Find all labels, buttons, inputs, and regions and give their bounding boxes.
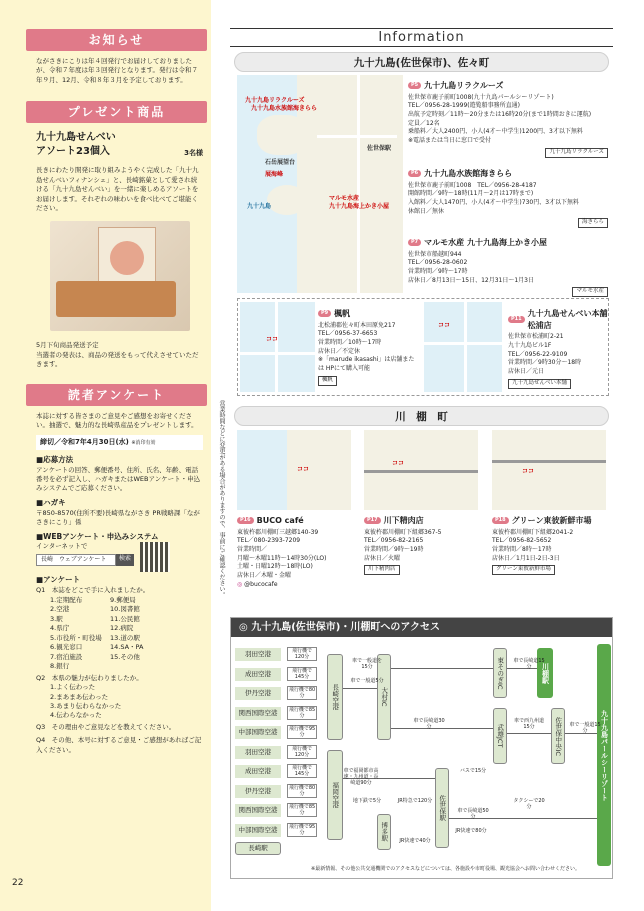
airport-box: 伊丹空港 [235, 687, 281, 700]
shop-p9 [318, 308, 418, 386]
p5-badge: P5 [408, 82, 421, 89]
present-heading: プレゼント商品 [26, 101, 207, 123]
postcard-address: 〒850-8570(住所不要)長崎県ながさき PR戦略課「ながさきにこり」係 [36, 508, 200, 527]
p5-search-button[interactable]: 九十九島リラクルーズ [545, 148, 608, 158]
nagasaki-airport-box: 長崎空港 [327, 654, 343, 740]
route-note: 車で長崎道15分 [513, 658, 545, 670]
qr-code[interactable] [140, 542, 170, 572]
present-product-name-2: アソート23個入 [36, 145, 110, 157]
airport-box: 中部国際空港 [235, 726, 281, 739]
p17-name: 川下精肉店 [383, 516, 424, 525]
p18-name: グリーン東彼新鮮市場 [511, 516, 592, 525]
page-number: 22 [12, 878, 24, 888]
q1-option: 10.図書館 [110, 605, 140, 614]
pin-buco-koko: ココ [297, 466, 310, 473]
route-note: 車で一般道15分 [569, 722, 601, 734]
kawatana-band: 川 棚 町 [234, 406, 609, 426]
pin-sasa-koko: ココ [266, 336, 279, 343]
q2-option: 2.まあまあ伝わった [50, 692, 109, 701]
p16-body: 東彼杵郡川棚町三越郷140-39 TEL／080-2393-7209 営業時間／ 月曜〜木曜11時〜14時30分(LO) 土曜・日曜12時〜18時(LO) 店休日／木曜・金曜 [237, 528, 327, 580]
q1-option: 14.SA・PA [110, 643, 144, 652]
questions-heading: ■アンケート [36, 575, 81, 585]
sasebo-band: 九十九島(佐世保市)、佐々町 [234, 52, 609, 72]
q1-option: 1.定期配布 [50, 595, 83, 604]
present-product-name: 九十九島せんべい [36, 132, 116, 144]
q1-option: 6.観光窓口 [50, 643, 83, 652]
flight-time: 飛行機で85分 [288, 804, 316, 816]
shop-p5 [408, 80, 608, 158]
access-footnote: ※最新情報、その他公共交通機関でのアクセスなどについては、各施設や市町役場、観光協会へお問い合わせください。 [311, 866, 580, 872]
airport-box: 羽田空港 [235, 648, 281, 661]
kawashita-map [364, 430, 478, 510]
postcard-heading: ■ハガキ [36, 497, 66, 507]
notice-heading: お知らせ [26, 29, 207, 51]
p7-name: マルモ水産 九十九島海上かき小屋 [424, 238, 547, 247]
airport-box: 羽田空港 [235, 746, 281, 759]
pin-sasebo-station: 佐世保駅 [367, 145, 392, 152]
question-1: Q1 本誌をどこで手に入れましたか。 [36, 586, 150, 595]
p9-body: 北松浦郡佐々町本田原免217 TEL／0956-37-6653 営業時間／10時〜17時 店休日／不定休 ※「marude ikasashi」は店舗または HPにて購入可能 [318, 321, 415, 373]
access-diagram [230, 617, 613, 879]
p17-badge: P17 [364, 517, 381, 524]
q1-option: 11.公民館 [110, 614, 140, 623]
q2-option: 4.伝わらなかった [50, 711, 102, 720]
fukuoka-airport-box: 福岡空港 [327, 750, 343, 840]
route-note: JR快速で40分 [399, 838, 431, 844]
kawatana-station-1: 川棚駅 [537, 648, 553, 698]
p16-badge: P16 [237, 517, 254, 524]
flight-time: 飛行機で80分 [288, 687, 316, 699]
route-note: 車で福岡都市高速・九州道・長崎道90分 [343, 768, 379, 786]
question-4: Q4 その他、本号に対するご意見・ご感想があればご記入ください。 [36, 736, 202, 754]
survey-intro: 本誌に対する皆さまのご意見やご感想をお寄せください。抽選で、魅力的な長崎県産品をプレゼントします。 [36, 411, 198, 430]
flight-time: 飛行機で95分 [288, 823, 316, 836]
q1-option: 3.駅 [50, 614, 63, 623]
p9-name: 楓帆 [334, 309, 351, 318]
flight-time: 飛行機で95分 [288, 726, 316, 738]
pin-relax-cruise: 九十九島リラクルーズ [245, 97, 305, 104]
green-map [492, 430, 606, 510]
airport-box: 関西国際空港 [235, 804, 281, 817]
p11-search-button[interactable]: 九十九島せんべい本舗 [508, 379, 571, 389]
q1-option: 2.空港 [50, 605, 70, 614]
p5-body: 佐世保市鹿子前町1008(九十九島パールシーリゾート) TEL／0956-28-1999(遊覧船事務所直通) 出航予定時刻／11時〜20分または16時20分(まで1時間おきに運航) 定員／12名 乗船料／大人2400円、小人(4才〜中学生)1200円、3才以下無料 ※電話または当日に窓口で受付 [408, 93, 592, 145]
flight-time: 飛行機で120分 [287, 745, 317, 759]
hakata-box: 博多駅 [377, 814, 391, 850]
route-note: 車で長崎道30分 [413, 718, 445, 730]
p16-name: BUCO café [256, 516, 304, 525]
airport-box: 成田空港 [235, 668, 281, 681]
buco-map [237, 430, 351, 510]
takeo-jct-box: 武雄JCT [493, 708, 507, 764]
p11-badge: P11 [508, 316, 525, 323]
survey-deadline: 締切／令和7年4月30日(水) [40, 438, 129, 447]
present-description: 長きにわたり開発に取り組みようやく完成した「九十九島せんべいフィナンシェ」と、長崎銘菓として愛され続ける「九十九島せんべい」を一緒に楽しめるアソートをお届けします。それぞれの味わいを食べ比べてご堪能ください。 [36, 166, 199, 212]
shop-p17 [364, 515, 484, 575]
p17-body: 東彼杵郡川棚町下組郷367-5 TEL／0956-82-2165 営業時間／9時〜19時 店休日／火曜 [364, 528, 442, 562]
p7-body: 佐世保市船越町944 TEL／0956-28-0602 営業時間／9時〜17時 店休日／8月13日〜15日、12月31日〜1月3日 [408, 250, 534, 284]
q2-option: 3.あまり伝わらなかった [50, 702, 122, 711]
pin-kaki-goya: 九十九島海上かき小屋 [329, 203, 390, 210]
q1-option: 5.市役所・町役場 [50, 633, 102, 642]
question-2: Q2 本県の魅力が伝わりましたか。 [36, 673, 143, 682]
flight-time: 飛行機で145分 [287, 764, 317, 778]
instagram-icon: ◎ [237, 580, 243, 588]
q1-option: 7.宿泊施設 [50, 652, 83, 661]
notice-text: ながさきにこりは年４回発行でお届けしておりましたが、令和７年度は年３回発行となります。発行は令和７年９月、12月、令和８年３月を予定しております。 [36, 57, 198, 84]
flight-time: 飛行機で85分 [288, 706, 316, 719]
shop-p7 [408, 237, 608, 297]
question-3: Q3 その理由やご意見などを教えてください。 [36, 722, 176, 731]
q1-option: 8.銀行 [50, 662, 70, 671]
survey-heading: 読者アンケート [26, 384, 207, 406]
omura-ic-box: 大村IC [377, 654, 391, 740]
side-note: 営業時間などに変更がある場合がありますので、事前にご確認ください。 [218, 400, 225, 598]
shop-p6 [408, 168, 608, 228]
question-2-options [50, 683, 211, 721]
left-column [0, 0, 211, 911]
shop-p18 [492, 515, 610, 575]
pin-ishidake: 石岳展望台 [265, 159, 296, 166]
q1-option: 13.道の駅 [110, 633, 140, 642]
q2-option: 1.よく伝わった [50, 683, 96, 692]
web-search-box[interactable]: 長崎 ウェブアンケート [36, 554, 116, 566]
p9-search-button[interactable]: 楓帆 [318, 376, 337, 386]
access-title: ◎ 九十九島(佐世保市)・川棚町へのアクセス [231, 618, 612, 637]
matsuura-map [424, 302, 502, 392]
information-area [230, 28, 613, 47]
p6-badge: P6 [408, 170, 421, 177]
airport-box: 伊丹空港 [235, 785, 281, 798]
pin-matsuura-koko: ココ [438, 322, 451, 329]
p18-badge: P18 [492, 517, 509, 524]
route-note: JR特急で120分 [397, 798, 433, 804]
p7-search-button[interactable]: マルモ水産 [572, 287, 608, 297]
p11-body: 佐世保市松浦町2-21 九十九島ビル1F TEL／0956-22-9109 営業時間／9時30分〜18時 店休日／元日 [508, 333, 582, 375]
pin-kawashita-koko: ココ [392, 460, 405, 467]
p7-badge: P7 [408, 239, 421, 246]
route-note: 車で長崎道50分 [457, 808, 489, 820]
question-1-options [50, 596, 211, 672]
sasebo-map [237, 75, 403, 293]
present-winner-note: 当選者の発表は、商品の発送をもって代えさせていただきます。 [36, 350, 199, 369]
flight-time: 飛行機で145分 [287, 667, 317, 681]
p18-body: 東彼杵郡川棚町下組郷2041-2 TEL／0956-82-5652 営業時間／8時〜17時 店休日／1月1日-2日-3日 [492, 528, 574, 562]
web-label: インターネットで [36, 542, 88, 551]
web-heading: ■WEBアンケート・申込みシステム [36, 531, 159, 541]
p6-search-button[interactable]: 海きらら [578, 218, 608, 228]
method-text: アンケートの回答、郵便番号、住所、氏名、年齢、電話番号を必ず記入し、ハガキまたはWEBアンケート・申込みシステムでご応募ください。 [36, 465, 201, 493]
airport-box: 関西国際空港 [235, 707, 281, 720]
sasebo-chuo-box: 佐世保中央IC [551, 708, 565, 764]
pin-green-koko: ココ [522, 468, 535, 475]
p17-search-button[interactable]: 川下精肉店 [364, 565, 400, 575]
p9-badge: P9 [318, 310, 331, 317]
present-count: 3名様 [184, 148, 203, 157]
p11-name: 九十九島せんべい本舗 松浦店 [527, 309, 608, 330]
sasebo-station-box: 佐世保駅 [435, 768, 449, 848]
pin-umikirara: 九十九島水族館海きらら [251, 105, 318, 112]
nagasaki-station-box: 長崎駅 [235, 842, 281, 855]
flight-time: 飛行機で120分 [287, 647, 317, 661]
route-note: 車で一般道5分 [350, 678, 384, 684]
airport-box: 成田空港 [235, 765, 281, 778]
q1-option: 12.病院 [110, 624, 134, 633]
flight-time: 飛行機で80分 [288, 784, 316, 797]
shop-p11 [508, 308, 608, 389]
q1-option: 9.郵便局 [110, 595, 136, 604]
p6-name: 九十九島水族館海きらら [424, 169, 513, 178]
web-search-button[interactable]: 検索 [116, 554, 134, 566]
p16-instagram[interactable]: @bucocafe [244, 580, 278, 588]
route-note: 車で一般道を15分 [351, 658, 382, 670]
information-title: Information [230, 28, 613, 47]
survey-deadline-note: ※消印有効 [131, 440, 156, 447]
sasa-map [240, 302, 315, 392]
pearl-sea-resort-box: 九十九島パールシーリゾート [597, 644, 611, 866]
route-note: 車で西九州道15分 [513, 718, 544, 730]
present-ship-note: 5月下旬商品発送予定 [36, 341, 99, 350]
route-note: タクシーで20分 [513, 798, 545, 810]
q1-option: 15.その他 [110, 652, 140, 661]
route-note: 地下鉄で5分 [352, 798, 382, 804]
method-heading: ■応募方法 [36, 454, 74, 464]
pin-kujukushima: 九十九島 [247, 203, 272, 210]
p18-search-button[interactable]: グリーン東彼新鮮市場 [492, 565, 555, 575]
route-note: JR快速で80分 [455, 828, 487, 834]
q1-option: 4.県庁 [50, 624, 70, 633]
p5-name: 九十九島リラクルーズ [424, 81, 504, 90]
airport-box: 中部国際空港 [235, 824, 281, 837]
p6-body: 佐世保市鹿子前町1008 TEL／0956-28-4187 開館時間／9時〜18時(11月〜2月は17時まで) 入館料／大人1470円、小人(4才〜中学生)730円、3才以下無料 休館日／無休 [408, 181, 580, 215]
pin-marumo: マルモ水産 [329, 195, 360, 202]
route-note: バスで15分 [459, 768, 487, 774]
pin-tenkaiho: 展海峰 [265, 171, 284, 178]
shop-p16 [237, 515, 357, 589]
higashisonogi-box: 東そのぎIC [493, 648, 507, 698]
present-product-photo [50, 221, 190, 331]
